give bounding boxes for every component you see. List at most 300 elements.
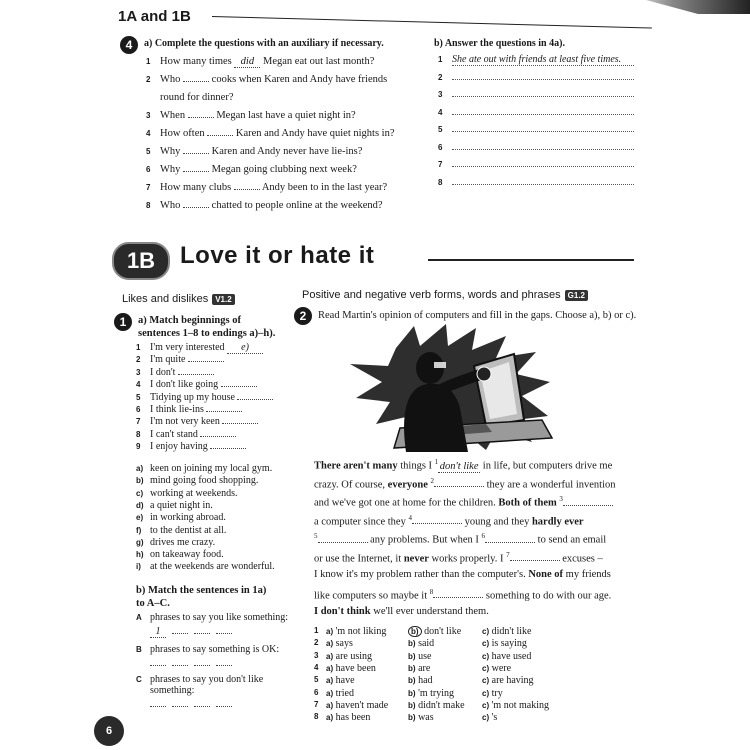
passage-text: to send an email bbox=[535, 534, 607, 546]
group-item bbox=[136, 644, 279, 669]
ending-item bbox=[136, 512, 226, 523]
space bbox=[175, 367, 178, 378]
man-punching-computer-illustration bbox=[336, 324, 556, 452]
item-text-end: Karen and Andy have quiet nights in? bbox=[235, 128, 395, 139]
answer-gap[interactable] bbox=[150, 665, 166, 666]
ending-item bbox=[136, 500, 213, 511]
answer-gap[interactable] bbox=[183, 153, 209, 154]
option-row bbox=[314, 626, 574, 638]
item-number: 3 bbox=[146, 111, 151, 120]
option-text: says bbox=[335, 638, 353, 650]
beginning-item bbox=[136, 379, 257, 390]
option-letter: a) bbox=[326, 639, 334, 649]
option-number: 4 bbox=[314, 662, 319, 672]
option-c[interactable] bbox=[482, 626, 531, 637]
ending-item bbox=[136, 561, 275, 572]
right-section-tag: G1.2 bbox=[565, 290, 588, 301]
option-letter: c) bbox=[482, 676, 490, 686]
group-label: phrases to say something is OK: bbox=[150, 644, 280, 655]
passage-text: young and they bbox=[461, 516, 532, 527]
item-text: drives me crazy. bbox=[150, 536, 216, 548]
group-label: phrases to say you like something: bbox=[150, 612, 289, 623]
option-b[interactable] bbox=[408, 626, 461, 637]
option-row bbox=[314, 638, 574, 650]
option-text: don't like bbox=[424, 626, 462, 637]
item-letter: i) bbox=[136, 562, 141, 572]
passage-text: like computers so maybe it bbox=[314, 590, 430, 601]
item-letter: c) bbox=[136, 488, 144, 498]
option-row bbox=[314, 712, 574, 724]
item-text-end: Megan going clubbing next week? bbox=[211, 164, 357, 175]
item-number: 6 bbox=[136, 405, 141, 414]
ending-item bbox=[136, 488, 237, 499]
item-text: at the weekends are wonderful. bbox=[150, 561, 275, 573]
passage-line bbox=[314, 514, 584, 528]
option-letter: a) bbox=[326, 651, 334, 661]
passage-text: in life, but computers drive me bbox=[480, 460, 613, 472]
item-text: mind going food shopping. bbox=[150, 475, 259, 487]
passage-line bbox=[314, 569, 611, 580]
option-text: try bbox=[491, 687, 503, 699]
passage-text: any problems. But when I bbox=[367, 534, 482, 546]
header-rule bbox=[212, 16, 652, 29]
bold-phrase: There aren't many bbox=[314, 460, 398, 472]
option-text: are bbox=[418, 662, 431, 674]
answer-gap[interactable] bbox=[221, 386, 257, 387]
item-text-start: How many times bbox=[160, 56, 232, 67]
bold-phrase: never bbox=[403, 553, 429, 564]
item-number: 2 bbox=[136, 355, 141, 365]
answer-gap[interactable] bbox=[563, 505, 613, 506]
answer-gap[interactable] bbox=[216, 665, 232, 666]
option-letter: c) bbox=[482, 627, 490, 636]
exercise-4a-item bbox=[146, 110, 356, 121]
passage-line bbox=[314, 477, 616, 491]
space bbox=[220, 416, 223, 427]
answer-gap[interactable] bbox=[485, 542, 535, 543]
beginning-item bbox=[136, 392, 273, 403]
answer-gap[interactable] bbox=[183, 207, 209, 208]
item-number: 5 bbox=[438, 125, 443, 134]
unit-title: Love it or hate it bbox=[180, 242, 375, 269]
option-a[interactable] bbox=[326, 688, 354, 699]
option-letter: b) bbox=[408, 651, 416, 661]
answer-gap[interactable] bbox=[222, 423, 258, 424]
gap-number: 7 bbox=[506, 550, 510, 559]
option-number: 2 bbox=[314, 638, 319, 648]
option-row bbox=[314, 688, 574, 700]
group-letter: B bbox=[136, 645, 142, 654]
space bbox=[180, 146, 183, 157]
item-number: 7 bbox=[136, 417, 141, 427]
answer-gap[interactable] bbox=[412, 523, 462, 524]
option-text: have bbox=[335, 675, 355, 687]
option-text: are having bbox=[491, 675, 534, 687]
passage-text: things I bbox=[397, 460, 435, 472]
space bbox=[180, 200, 183, 211]
answer-gap[interactable] bbox=[207, 135, 233, 136]
option-letter: c) bbox=[482, 639, 490, 649]
corner-decoration bbox=[620, 0, 750, 14]
option-number: 5 bbox=[314, 675, 319, 685]
exercise-2-instruction: Read Martin's opinion of computers and fill in the gaps. Choose a), b) or c). bbox=[318, 310, 637, 321]
option-a[interactable] bbox=[326, 675, 355, 686]
exercise-1a-instruction-line1: a) Match beginnings of bbox=[138, 315, 241, 326]
answer-gap[interactable] bbox=[194, 633, 210, 634]
option-letter: b) bbox=[408, 688, 416, 698]
option-b[interactable] bbox=[408, 638, 434, 649]
item-letter: b) bbox=[136, 476, 144, 486]
item-text: in working abroad. bbox=[150, 512, 226, 524]
exercise-2-number: 2 bbox=[294, 307, 312, 325]
option-c[interactable] bbox=[482, 651, 531, 662]
option-text: are using bbox=[335, 650, 373, 662]
answer-gap[interactable] bbox=[318, 542, 368, 543]
answer-gap[interactable] bbox=[434, 486, 484, 487]
option-a[interactable] bbox=[326, 638, 353, 649]
option-text: have been bbox=[335, 662, 376, 674]
exercise-4a-item bbox=[146, 56, 374, 68]
passage-line bbox=[314, 458, 612, 473]
item-text: I'm quite bbox=[150, 354, 186, 366]
option-letter: a) bbox=[326, 663, 334, 673]
option-letter: a) bbox=[326, 688, 334, 698]
passage-text: I know it's my problem rather than the computer's. bbox=[314, 569, 529, 580]
answer-gap[interactable] bbox=[237, 399, 273, 400]
gap-number: 4 bbox=[408, 513, 412, 522]
answer-gap[interactable] bbox=[433, 597, 483, 598]
item-number: 8 bbox=[146, 201, 151, 210]
option-text: were bbox=[491, 662, 512, 674]
exercise-4b-item bbox=[438, 89, 638, 100]
group-item bbox=[136, 674, 263, 710]
item-number: 3 bbox=[136, 367, 141, 377]
gap-number: 3 bbox=[559, 495, 563, 503]
option-a[interactable] bbox=[326, 626, 386, 637]
item-text: working at weekends. bbox=[150, 487, 238, 499]
item-text: I'm not very keen bbox=[150, 416, 220, 428]
space bbox=[235, 392, 238, 403]
item-number: 5 bbox=[136, 392, 141, 402]
answer-gap[interactable]: e) bbox=[227, 342, 263, 354]
exercise-4b-item bbox=[438, 54, 638, 66]
option-letter: a) bbox=[326, 700, 334, 710]
answer-gap[interactable] bbox=[172, 706, 188, 707]
gap-number: 8 bbox=[429, 587, 434, 596]
option-c[interactable] bbox=[482, 663, 511, 674]
option-c[interactable] bbox=[482, 688, 503, 699]
option-a[interactable] bbox=[326, 712, 370, 723]
option-letter: a) bbox=[326, 627, 334, 636]
man-fist-shape bbox=[477, 367, 491, 381]
option-number: 6 bbox=[314, 687, 319, 697]
answer-gap[interactable] bbox=[172, 665, 188, 666]
option-letter: c) bbox=[482, 700, 490, 710]
answer-gap[interactable] bbox=[150, 706, 166, 707]
option-text: 'm not making bbox=[491, 699, 549, 711]
option-letter: c) bbox=[482, 713, 490, 723]
item-text-end: Megan eat out last month? bbox=[263, 56, 375, 67]
item-number: 4 bbox=[438, 107, 443, 117]
unit-badge: 1B bbox=[112, 242, 170, 280]
item-letter: a) bbox=[136, 464, 144, 473]
exercise-4a-item bbox=[146, 74, 387, 85]
passage-text: something to do with our age. bbox=[483, 590, 612, 601]
item-text-start: Who bbox=[160, 74, 181, 85]
passage-text: a computer since they bbox=[314, 516, 409, 527]
item-letter: e) bbox=[136, 513, 144, 523]
exercise-4a-item bbox=[146, 128, 395, 139]
space bbox=[204, 404, 207, 415]
exercise-4b-item bbox=[438, 177, 638, 188]
item-letter: h) bbox=[136, 550, 144, 560]
exercise-1b-instruction-line2: to A–C. bbox=[136, 598, 170, 609]
option-b[interactable] bbox=[408, 663, 430, 674]
item-text: I don't like going bbox=[150, 379, 219, 391]
option-text: 's bbox=[491, 712, 498, 724]
ending-item bbox=[136, 549, 224, 560]
exercise-4a-instruction: a) Complete the questions with an auxiliary if necessary. bbox=[144, 38, 384, 49]
answer-line[interactable] bbox=[452, 131, 634, 132]
option-letter: c) bbox=[482, 663, 490, 673]
option-a[interactable] bbox=[326, 651, 372, 662]
item-number: 3 bbox=[438, 90, 443, 99]
answer-gap[interactable] bbox=[200, 436, 236, 437]
group-answer-gaps bbox=[136, 658, 279, 669]
answer-gap[interactable] bbox=[216, 633, 232, 634]
option-row bbox=[314, 663, 574, 675]
passage-text: or use the Internet, it bbox=[314, 553, 404, 564]
option-letter: a) bbox=[326, 676, 334, 686]
item-text-end: chatted to people online at the weekend? bbox=[211, 200, 383, 211]
answer-gap[interactable] bbox=[234, 189, 260, 190]
passage-text: crazy. Of course, bbox=[314, 479, 388, 490]
answer-gap[interactable] bbox=[183, 81, 209, 82]
section-header: 1A and 1B bbox=[118, 8, 191, 25]
space bbox=[205, 128, 208, 139]
item-text-end: Andy been to in the last year? bbox=[261, 182, 388, 193]
answer-gap[interactable]: did bbox=[234, 56, 260, 68]
option-text: didn't like bbox=[491, 626, 532, 637]
answer-gap[interactable]: 1 bbox=[150, 626, 166, 638]
passage-text: excuses – bbox=[559, 553, 603, 564]
option-c[interactable] bbox=[482, 675, 534, 686]
item-text: a quiet night in. bbox=[150, 499, 213, 511]
item-text-end: cooks when Karen and Andy have friends bbox=[211, 74, 388, 85]
exercise-4a-item bbox=[146, 182, 387, 193]
bold-phrase: I don't think bbox=[314, 606, 371, 617]
item-text: keen on joining my local gym. bbox=[150, 463, 273, 474]
ending-item bbox=[136, 463, 272, 474]
item-text-start: Why bbox=[160, 164, 181, 175]
item-number: 9 bbox=[136, 442, 141, 452]
item-number: 4 bbox=[136, 380, 141, 390]
option-text: has been bbox=[335, 712, 371, 724]
item-text-start: When bbox=[160, 110, 186, 121]
option-text: said bbox=[418, 638, 435, 650]
gap-number: 2 bbox=[430, 476, 435, 485]
item-text-start: Who bbox=[160, 200, 181, 211]
answer-line[interactable] bbox=[452, 79, 634, 80]
passage-line bbox=[314, 532, 606, 546]
exercise-4a-item bbox=[146, 164, 357, 175]
space bbox=[218, 379, 221, 390]
option-letter: c) bbox=[482, 688, 490, 698]
beginning-item bbox=[136, 354, 224, 365]
gap-number: 1 bbox=[434, 458, 439, 466]
option-letter: b) bbox=[408, 639, 416, 649]
exercise-1-number: 1 bbox=[114, 313, 132, 331]
exercise-4b-item bbox=[438, 159, 638, 170]
option-a[interactable] bbox=[326, 700, 388, 711]
beginning-item bbox=[136, 441, 246, 452]
answer-gap[interactable] bbox=[194, 706, 210, 707]
item-text: I don't bbox=[150, 366, 176, 378]
option-text: was bbox=[418, 712, 434, 724]
exercise-4b-item bbox=[438, 107, 638, 118]
group-letter: C bbox=[136, 675, 142, 684]
item-number: 6 bbox=[146, 165, 151, 174]
passage-line bbox=[314, 606, 489, 617]
option-number: 1 bbox=[314, 626, 319, 635]
option-text: had bbox=[418, 675, 433, 687]
option-b[interactable] bbox=[408, 712, 434, 723]
item-number: 2 bbox=[438, 72, 443, 82]
item-number: 7 bbox=[438, 160, 443, 169]
group-item bbox=[136, 612, 288, 638]
item-text-start: round for dinner? bbox=[160, 92, 234, 103]
item-number: 8 bbox=[438, 177, 443, 187]
answer-gap[interactable] bbox=[216, 706, 232, 707]
passage-line bbox=[314, 551, 603, 565]
space bbox=[231, 182, 234, 193]
group-label: phrases to say you don't like bbox=[150, 674, 264, 685]
group-letter: A bbox=[136, 613, 142, 622]
passage-line bbox=[314, 588, 611, 602]
beginning-item bbox=[136, 367, 214, 378]
item-letter: f) bbox=[136, 525, 142, 535]
option-row bbox=[314, 700, 574, 712]
item-number: 6 bbox=[438, 142, 443, 152]
option-b[interactable] bbox=[408, 651, 431, 662]
option-number: 7 bbox=[314, 699, 319, 709]
option-text: is saying bbox=[491, 638, 527, 650]
space bbox=[180, 164, 183, 175]
option-b[interactable] bbox=[408, 700, 465, 711]
answer-line[interactable] bbox=[452, 149, 634, 150]
page-number: 6 bbox=[94, 716, 124, 746]
ending-item bbox=[136, 537, 215, 548]
beginning-item bbox=[136, 429, 236, 440]
option-c[interactable] bbox=[482, 712, 497, 723]
passage-text: they are a wonderful invention bbox=[484, 479, 616, 490]
answer-line[interactable] bbox=[452, 114, 634, 115]
answer-gap[interactable] bbox=[510, 560, 560, 561]
exercise-4a-item bbox=[146, 146, 362, 157]
option-letter: b) bbox=[408, 700, 416, 710]
item-text: I can't stand bbox=[150, 428, 198, 440]
option-letter: b) bbox=[408, 626, 422, 637]
item-text-start: Why bbox=[160, 146, 181, 157]
beginning-item bbox=[136, 416, 258, 427]
answer-line[interactable]: She ate out with friends at least five times. bbox=[452, 54, 634, 66]
passage-text: works properly. I bbox=[428, 553, 507, 564]
option-b[interactable] bbox=[408, 675, 433, 686]
left-section-title bbox=[122, 293, 235, 305]
item-text-end: Karen and Andy never have lie-ins? bbox=[211, 146, 363, 157]
answer-gap[interactable] bbox=[210, 448, 246, 449]
exercise-4b-item bbox=[438, 142, 638, 153]
answer-gap[interactable] bbox=[188, 117, 214, 118]
option-text: didn't make bbox=[418, 699, 465, 711]
option-c[interactable] bbox=[482, 638, 527, 649]
item-text: on takeaway food. bbox=[150, 549, 224, 561]
exercise-4b-item bbox=[438, 72, 638, 83]
answer-gap[interactable] bbox=[194, 665, 210, 666]
man-glasses-shape bbox=[434, 362, 446, 368]
option-number: 3 bbox=[314, 650, 319, 660]
option-text: tried bbox=[335, 687, 354, 699]
exercise-4b-instruction: b) Answer the questions in 4a). bbox=[434, 38, 565, 49]
passage-line bbox=[314, 495, 613, 509]
answer-gap[interactable] bbox=[188, 361, 224, 362]
item-number: 4 bbox=[146, 129, 151, 138]
beginning-item bbox=[136, 342, 263, 354]
item-number: 1 bbox=[136, 343, 141, 352]
item-text-start: How often bbox=[160, 128, 205, 139]
item-number: 2 bbox=[146, 75, 151, 84]
option-a[interactable] bbox=[326, 663, 376, 674]
option-row bbox=[314, 675, 574, 687]
option-text: use bbox=[418, 650, 432, 662]
answer-gap[interactable] bbox=[206, 411, 242, 412]
exercise-1a-instruction-line2: sentences 1–8 to endings a)–h). bbox=[138, 328, 276, 339]
option-letter: b) bbox=[408, 663, 416, 673]
option-text: 'm not liking bbox=[335, 626, 387, 637]
space bbox=[208, 441, 211, 452]
bold-phrase: None of bbox=[528, 569, 564, 580]
option-letter: a) bbox=[326, 713, 334, 723]
option-row bbox=[314, 651, 574, 663]
answer-gap[interactable] bbox=[172, 633, 188, 634]
item-number: 5 bbox=[146, 147, 151, 156]
item-text-start: How many clubs bbox=[160, 182, 232, 193]
answer-line[interactable] bbox=[452, 184, 634, 185]
item-number: 1 bbox=[438, 55, 443, 64]
option-number: 8 bbox=[314, 712, 319, 722]
answer-gap[interactable] bbox=[183, 171, 209, 172]
option-b[interactable] bbox=[408, 688, 454, 699]
passage-text: we'll ever understand them. bbox=[370, 606, 489, 617]
item-text: to the dentist at all. bbox=[150, 524, 227, 536]
option-c[interactable] bbox=[482, 700, 549, 711]
passage-text: my friends bbox=[563, 569, 611, 580]
answer-gap[interactable]: don't like bbox=[439, 460, 479, 472]
answer-gap[interactable] bbox=[178, 374, 214, 375]
gap-number: 6 bbox=[481, 532, 486, 540]
space bbox=[180, 74, 183, 85]
item-text: I'm very interested bbox=[150, 342, 225, 353]
passage-text: and we've got one at home for the children. bbox=[314, 497, 499, 509]
answer-line[interactable] bbox=[452, 166, 634, 167]
exercise-4a-item bbox=[146, 92, 233, 103]
bold-phrase: Both of them bbox=[498, 497, 557, 509]
answer-line[interactable] bbox=[452, 96, 634, 97]
option-text: haven't made bbox=[335, 699, 389, 711]
item-text: I think lie-ins bbox=[150, 404, 204, 415]
option-text: have used bbox=[491, 650, 532, 662]
option-letter: b) bbox=[408, 676, 416, 686]
